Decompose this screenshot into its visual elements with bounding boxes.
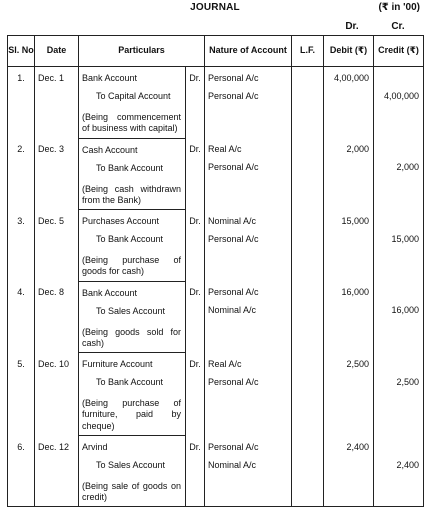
journal-body — [8, 67, 424, 507]
col-header-nature: Nature of Account — [205, 36, 292, 67]
entry-credit-nature: Personal A/c — [208, 233, 259, 244]
entry-credit-amount: 2,500 — [396, 376, 419, 387]
entry-debit-nature: Personal A/c — [208, 287, 259, 298]
entry-debit-nature: Nominal A/c — [208, 215, 257, 226]
entry-sl: 3. — [17, 215, 25, 226]
col-header-sl: Sl. No — [8, 36, 35, 67]
journal-entry-row — [8, 353, 424, 436]
entry-narration: (Being goods sold for cash) — [82, 326, 181, 348]
entry-credit-account: To Bank Account — [96, 162, 164, 173]
entry-date: Dec. 5 — [38, 215, 65, 226]
entry-debit-nature: Real A/c — [208, 358, 242, 369]
entry-sl: 4. — [17, 287, 25, 298]
cr-column-label: Cr. — [391, 21, 405, 32]
journal-table — [7, 35, 424, 507]
entry-credit-nature: Personal A/c — [208, 91, 259, 102]
entry-debit-account: Furniture Account — [82, 359, 153, 370]
journal-entry-row — [8, 281, 424, 353]
entry-debit-account: Bank Account — [82, 73, 138, 84]
journal-entry-row — [8, 138, 424, 210]
entry-narration: (Being sale of goods on credit) — [82, 480, 181, 502]
col-header-lf: L.F. — [292, 36, 324, 67]
dr-column-label: Dr. — [345, 21, 359, 32]
entry-dr-marker: Dr. — [189, 441, 201, 452]
entry-credit-amount: 2,000 — [396, 162, 419, 173]
entry-credit-account: To Bank Account — [96, 377, 164, 388]
entry-debit-amount: 16,000 — [341, 287, 369, 298]
entry-lf — [292, 435, 324, 507]
entry-credit-amount: 4,00,000 — [383, 91, 419, 102]
entry-credit-account: To Capital Account — [96, 91, 171, 102]
entry-narration: (Being commencement of business with capital) — [82, 112, 181, 134]
entry-credit-account: To Sales Account — [96, 305, 166, 316]
col-header-particulars: Particulars — [79, 36, 205, 67]
entry-credit-nature: Nominal A/c — [208, 305, 257, 316]
entry-credit-nature: Personal A/c — [208, 162, 259, 173]
entry-sl: 2. — [17, 144, 25, 155]
journal-title: JOURNAL — [190, 2, 240, 13]
entry-sl: 5. — [17, 358, 25, 369]
entry-lf — [292, 353, 324, 436]
entry-dr-marker: Dr. — [189, 358, 201, 369]
entry-lf — [292, 67, 324, 139]
entry-debit-account: Arvind — [82, 442, 108, 453]
journal-entry-row — [8, 210, 424, 282]
entry-lf — [292, 281, 324, 353]
entry-credit-account: To Bank Account — [96, 234, 164, 245]
entry-debit-amount: 2,400 — [346, 441, 369, 452]
entry-debit-nature: Real A/c — [208, 144, 242, 155]
entry-sl: 6. — [17, 441, 25, 452]
entry-debit-nature: Personal A/c — [208, 73, 259, 84]
entry-debit-amount: 2,500 — [346, 358, 369, 369]
journal-entry-row — [8, 67, 424, 139]
entry-credit-nature: Personal A/c — [208, 376, 259, 387]
currency-unit-note: (₹ in '00) — [378, 2, 420, 13]
entry-credit-amount: 16,000 — [391, 305, 419, 316]
entry-credit-account: To Sales Account — [96, 460, 166, 471]
entry-date: Dec. 3 — [38, 144, 65, 155]
entry-debit-amount: 4,00,000 — [333, 73, 369, 84]
entry-credit-amount: 2,400 — [396, 459, 419, 470]
entry-debit-amount: 15,000 — [341, 215, 369, 226]
entry-credit-nature: Nominal A/c — [208, 459, 257, 470]
entry-date: Dec. 12 — [38, 441, 70, 452]
col-header-date: Date — [35, 36, 79, 67]
entry-dr-marker: Dr. — [189, 215, 201, 226]
entry-dr-marker: Dr. — [189, 73, 201, 84]
entry-debit-account: Cash Account — [82, 144, 138, 155]
entry-narration: (Being purchase of furniture, paid by cheque) — [82, 398, 181, 431]
col-header-credit: Credit (₹) — [374, 36, 424, 67]
entry-dr-marker: Dr. — [189, 144, 201, 155]
entry-date: Dec. 1 — [38, 73, 65, 84]
entry-dr-marker: Dr. — [189, 287, 201, 298]
entry-narration: (Being purchase of goods for cash) — [82, 255, 181, 277]
entry-debit-nature: Personal A/c — [208, 441, 259, 452]
col-header-debit: Debit (₹) — [324, 36, 374, 67]
entry-sl: 1. — [17, 73, 25, 84]
entry-debit-account: Bank Account — [82, 287, 138, 298]
table-header-row — [8, 36, 424, 67]
entry-lf — [292, 138, 324, 210]
entry-credit-amount: 15,000 — [391, 233, 419, 244]
entry-lf — [292, 210, 324, 282]
entry-debit-account: Purchases Account — [82, 216, 160, 227]
entry-date: Dec. 8 — [38, 287, 65, 298]
entry-debit-amount: 2,000 — [346, 144, 369, 155]
journal-entry-row — [8, 435, 424, 507]
entry-date: Dec. 10 — [38, 358, 70, 369]
entry-narration: (Being cash withdrawn from the Bank) — [82, 183, 181, 205]
